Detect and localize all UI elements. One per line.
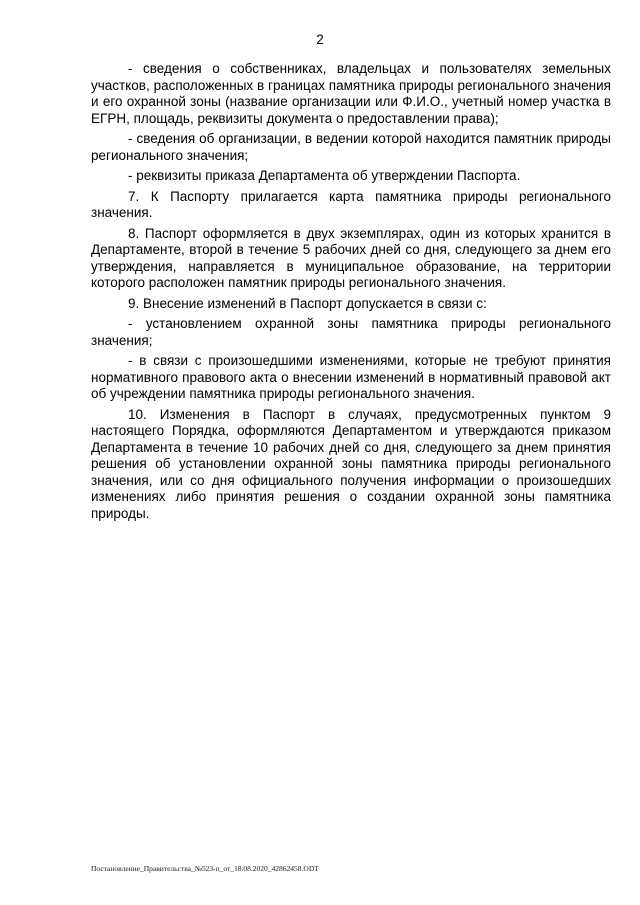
paragraph-protection-zone: - установлением охранной зоны памятника природы регионального значения;: [91, 316, 611, 348]
paragraph-item-7: 7. К Паспорту прилагается карта памятника природы регионального значения.: [91, 188, 611, 220]
paragraph-organization-info: - сведения об организации, в ведении которой находится памятник природы регионального значения;: [91, 131, 611, 163]
document-footer: Постановление_Правительства_№523-п_от_18.08.2020_42862458.ODT: [91, 864, 319, 873]
paragraph-item-10: 10. Изменения в Паспорт в случаях, предусмотренных пунктом 9 настоящего Порядка, оформляются Департаментом и утверждаются приказом Департамента в течение 10 рабочих дней со дня, следующего за днем принятия решения об установлении охранной зоны памятника природы регионального значения, или со дня официального получения информации о произошедших изменениях либо принятия решения о создании охранной зоны памятника природы.: [91, 406, 611, 521]
page-number: 2: [316, 32, 324, 47]
paragraph-changes: - в связи с произошедшими изменениями, которые не требуют принятия нормативного правового акта о внесении изменений в нормативный правовой акт об учреждении памятника природы регионального значения.: [91, 353, 611, 401]
document-body: [91, 61, 611, 526]
paragraph-item-8: 8. Паспорт оформляется в двух экземплярах, один из которых хранится в Департаменте, второй в течение 5 рабочих дней со дня, следующего за днем его утверждения, направляется в муниципальное образование, на территории которого расположен памятник природы регионального значения.: [91, 225, 611, 290]
paragraph-owners-info: - сведения о собственниках, владельцах и пользователях земельных участков, расположенных в границах памятника природы регионального значения и его охранной зоны (название организации или Ф.И.О., учетный номер участка в ЕГРН, площадь, реквизиты документа о предоставлении права);: [91, 61, 611, 126]
paragraph-order-details: - реквизиты приказа Департамента об утверждении Паспорта.: [128, 168, 521, 183]
paragraph-item-9: 9. Внесение изменений в Паспорт допускается в связи с:: [128, 295, 487, 311]
